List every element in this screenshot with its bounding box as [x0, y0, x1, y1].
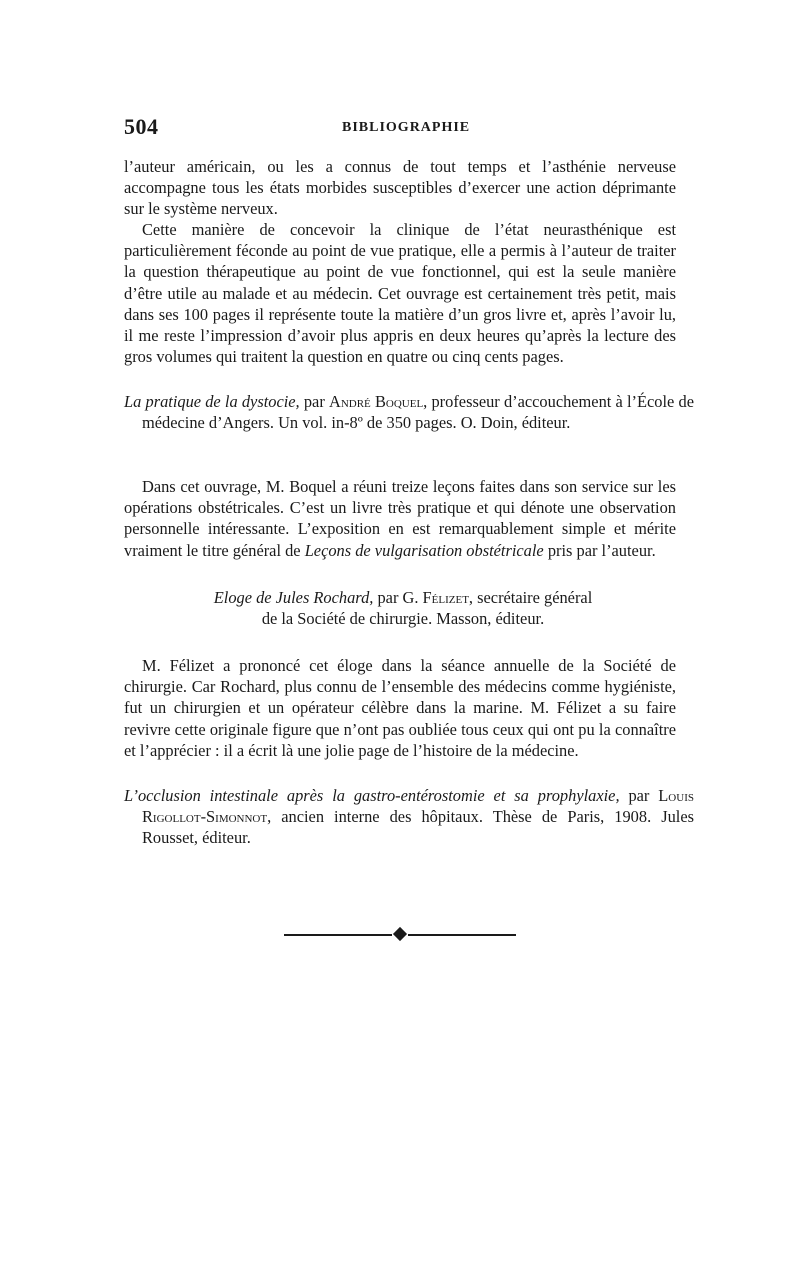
review-text: Dans cet ouvrage, M. Boquel a réuni treize leçons faites dans son service sur les opérations obstétricales. C’est un livre très pratique et qui dénote une observation personnelle intéressante. L’exposition en est remarquablement simple et mérite vraiment le titre général de [124, 477, 676, 560]
entry-title: L’occlusion intestinale après la gastro-entérostomie et sa prophylaxie, [124, 786, 620, 805]
entry-details: secrétaire général [477, 588, 593, 607]
review-continued-paragraph: l’auteur américain, ou les a connus de tout temps et l’asthénie nerveuse accompagne tous les états morbides susceptibles d’exercer une action déprimante sur le système nerveux. [124, 157, 676, 219]
entry-by: par [628, 786, 650, 805]
review-paragraph-felizet: M. Félizet a prononcé cet éloge dans la séance annuelle de la Société de chirurgie. Car Rochard, plus connu de l’ensemble des médecins comme hygiéniste, fut un chirurgien et un opérateur célèbre dans la marine. M. Félizet a su faire revivre cette originale figure que n’ont pas oubliée tous ceux qui ont pu la connaître et l’apprécier : il a écrit là une jolie page de l’histoire de la médecine. [124, 656, 676, 760]
diamond-icon [393, 927, 407, 941]
entry-details-line2: de la Société de chirurgie. Masson, éditeur. [261, 609, 545, 629]
entry-author: Félizet, [422, 588, 474, 607]
entry-details: professeur d’accouchement à l’École de médecine d’Angers. Un vol. in-8º de 350 pages. O. Doin, éditeur. [142, 392, 694, 433]
bibliographic-entry-rigollot [124, 785, 694, 849]
entry-author: André Boquel, [329, 392, 428, 411]
review-paragraph-boquel [124, 476, 676, 561]
entry-title: Eloge de Jules Rochard, [213, 588, 374, 607]
ornament-rule-right [408, 934, 516, 936]
running-head: BIBLIOGRAPHIE [342, 120, 471, 135]
review-cited-title: Leçons de vulgarisation obstétricale [304, 540, 544, 560]
entry-by: par [303, 392, 325, 411]
bibliographic-entry-felizet [168, 587, 638, 629]
entry-by: par G. [377, 588, 419, 607]
entry-details: ancien interne des hôpitaux. Thèse de Paris, 1908. Jules Rousset, éditeur. [142, 807, 694, 848]
review-text-end: pris par l’auteur. [547, 540, 656, 560]
entry-title: La pratique de la dystocie, [124, 392, 300, 411]
entry-author: Louis Rigollot-Simonnot, [142, 786, 694, 827]
page-header [124, 114, 676, 144]
bibliographic-entry-boquel [124, 391, 694, 433]
review-paragraph: Cette manière de concevoir la clinique de l’état neurasthénique est particulièrement féconde au point de vue pratique, elle a permis à l’auteur de traiter la question thérapeutique au point de vue fonctionnel, qui est la seule manière d’être utile au malade et au médecin. Cet ouvrage est certainement très petit, mais dans ses 100 pages il représente toute la matière d’un gros livre et, après l’avoir lu, il me reste l’impression d’avoir plus appris en deux heures qu’après la lecture des gros volumes qui traitent la question en quatre ou cinq cents pages. [124, 220, 676, 367]
page-number: 504 [124, 114, 159, 139]
section-end-ornament [284, 927, 516, 943]
ornament-rule-left [284, 934, 392, 936]
